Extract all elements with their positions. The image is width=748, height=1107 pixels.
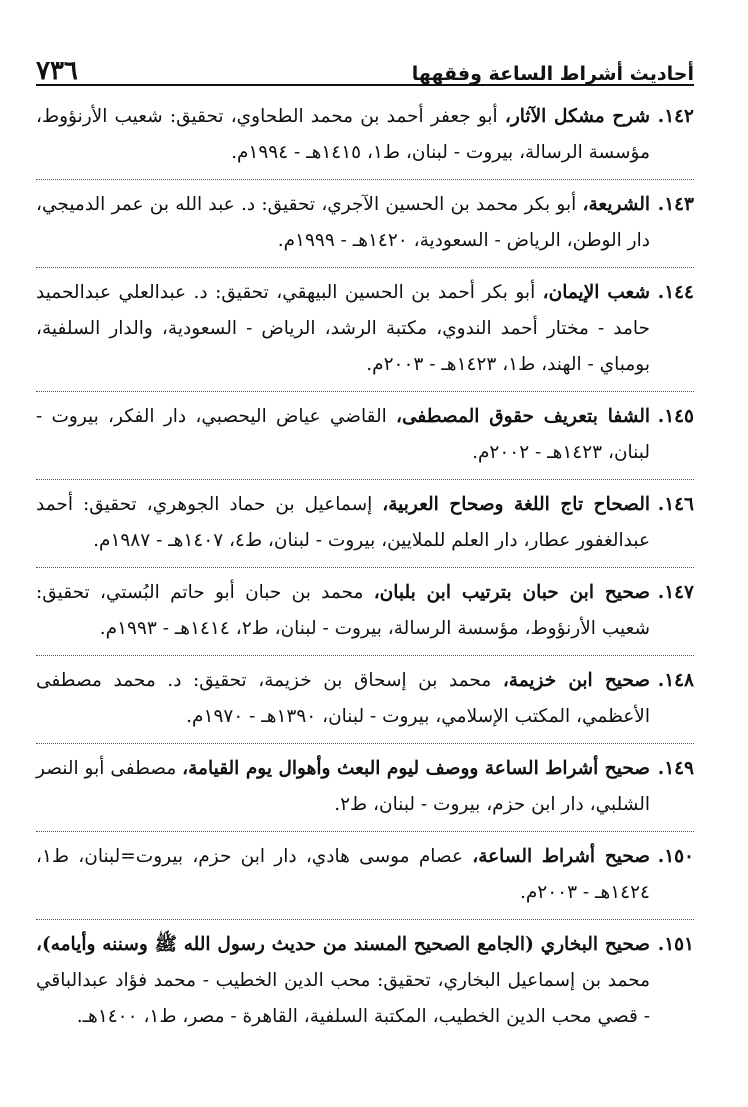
entry-title: صحيح ابن خزيمة، xyxy=(502,670,651,691)
entry-number: ١٤٢. xyxy=(657,106,694,127)
entry-number: ١٤٤. xyxy=(657,282,694,303)
entry-number: ١٤٣. xyxy=(657,194,694,215)
entry-text xyxy=(36,751,650,823)
entry-text xyxy=(36,575,650,647)
entry-title: شرح مشكل الآثار، xyxy=(504,106,650,127)
bibliography-entry xyxy=(36,92,694,180)
entry-title: شعب الإيمان، xyxy=(542,282,650,303)
entry-text xyxy=(36,187,650,259)
page-header xyxy=(36,48,694,86)
entry-details: أبو بكر محمد بن الحسين الآجري، تحقيق: د. عبد الله بن عمر الدميجي، دار الوطن، الرياض - السعودية، ١٤٢٠هـ - ١٩٩٩م. xyxy=(36,194,650,251)
entry-title: صحيح ابن حبان بترتيب ابن بلبان، xyxy=(373,582,650,603)
entry-text xyxy=(36,927,650,1035)
entry-number: ١٤٩. xyxy=(657,758,694,779)
entry-details: محمد بن حبان أبو حاتم البُستي، تحقيق: شعيب الأرنؤوط، مؤسسة الرسالة، بيروت - لبنان، ط٢، ١٤١٤هـ - ١٩٩٣م. xyxy=(36,582,650,639)
bibliography-list xyxy=(36,92,694,1043)
entry-number: ١٤٥. xyxy=(657,406,694,427)
entry-title: صحيح أشراط الساعة ووصف ليوم البعث وأهوال يوم القيامة، xyxy=(182,758,650,779)
entry-details: القاضي عياض اليحصبي، دار الفكر، بيروت - لبنان، ١٤٢٣هـ - ٢٠٠٢م. xyxy=(36,406,650,463)
bibliography-entry xyxy=(36,180,694,268)
entry-number: ١٤٧. xyxy=(657,582,694,603)
bibliography-entry xyxy=(36,920,694,1043)
entry-text xyxy=(36,487,650,559)
entry-title: الشريعة، xyxy=(582,194,650,215)
entry-details: إسماعيل بن حماد الجوهري، تحقيق: أحمد عبدالغفور عطار، دار العلم للملايين، بيروت - لبنان، ط٤، ١٤٠٧هـ - ١٩٨٧م. xyxy=(36,494,650,551)
running-title: أحاديث أشراط الساعة وفقهها xyxy=(411,63,694,85)
entry-details: أبو جعفر أحمد بن محمد الطحاوي، تحقيق: شعيب الأرنؤوط، مؤسسة الرسالة، بيروت - لبنان، ط١، ١٤١٥هـ - ١٩٩٤م. xyxy=(36,106,650,163)
entry-details: محمد بن إسحاق بن خزيمة، تحقيق: د. محمد مصطفى الأعظمي، المكتب الإسلامي، بيروت - لبنان، ١٣٩٠هـ - ١٩٧٠م. xyxy=(36,670,650,727)
bibliography-entry xyxy=(36,832,694,920)
entry-text xyxy=(36,275,650,383)
bibliography-entry xyxy=(36,656,694,744)
bibliography-entry xyxy=(36,392,694,480)
entry-details: محمد بن إسماعيل البخاري، تحقيق: محب الدين الخطيب - محمد فؤاد عبدالباقي - قصي محب الدين الخطيب، المكتبة السلفية، القاهرة - مصر، ط١، ١٤٠٠هـ. xyxy=(36,970,650,1027)
bibliography-entry xyxy=(36,568,694,656)
entry-text xyxy=(36,99,650,171)
bibliography-entry xyxy=(36,268,694,392)
entry-title: الصحاح تاج اللغة وصحاح العربية، xyxy=(382,494,650,515)
entry-number: ١٥١. xyxy=(657,934,694,955)
entry-details: عصام موسى هادي، دار ابن حزم، بيروت=لبنان، ط١، ١٤٢٤هـ - ٢٠٠٣م. xyxy=(36,846,650,903)
entry-title: صحيح البخاري (الجامع الصحيح المسند من حديث رسول الله ﷺ وسننه وأيامه)، xyxy=(36,934,650,955)
bibliography-entry xyxy=(36,480,694,568)
bibliography-entry xyxy=(36,744,694,832)
entry-text xyxy=(36,663,650,735)
entry-title: الشفا بتعريف حقوق المصطفى، xyxy=(395,406,651,427)
entry-details: مصطفى أبو النصر الشلبي، دار ابن حزم، بيروت - لبنان، ط٢. xyxy=(36,758,650,815)
entry-title: صحيح أشراط الساعة، xyxy=(472,846,650,867)
entry-number: ١٥٠. xyxy=(657,846,694,867)
page-number: ٧٣٦ xyxy=(36,56,78,86)
entry-text xyxy=(36,839,650,911)
entry-number: ١٤٦. xyxy=(657,494,694,515)
entry-number: ١٤٨. xyxy=(657,670,694,691)
entry-details: أبو بكر أحمد بن الحسين البيهقي، تحقيق: د. عبدالعلي عبدالحميد حامد - مختار أحمد الندوي، مكتبة الرشد، الرياض - السعودية، والدار السلفية، بومباي - الهند، ط١، ١٤٢٣هـ - ٢٠٠٣م. xyxy=(36,282,650,375)
entry-text xyxy=(36,399,650,471)
